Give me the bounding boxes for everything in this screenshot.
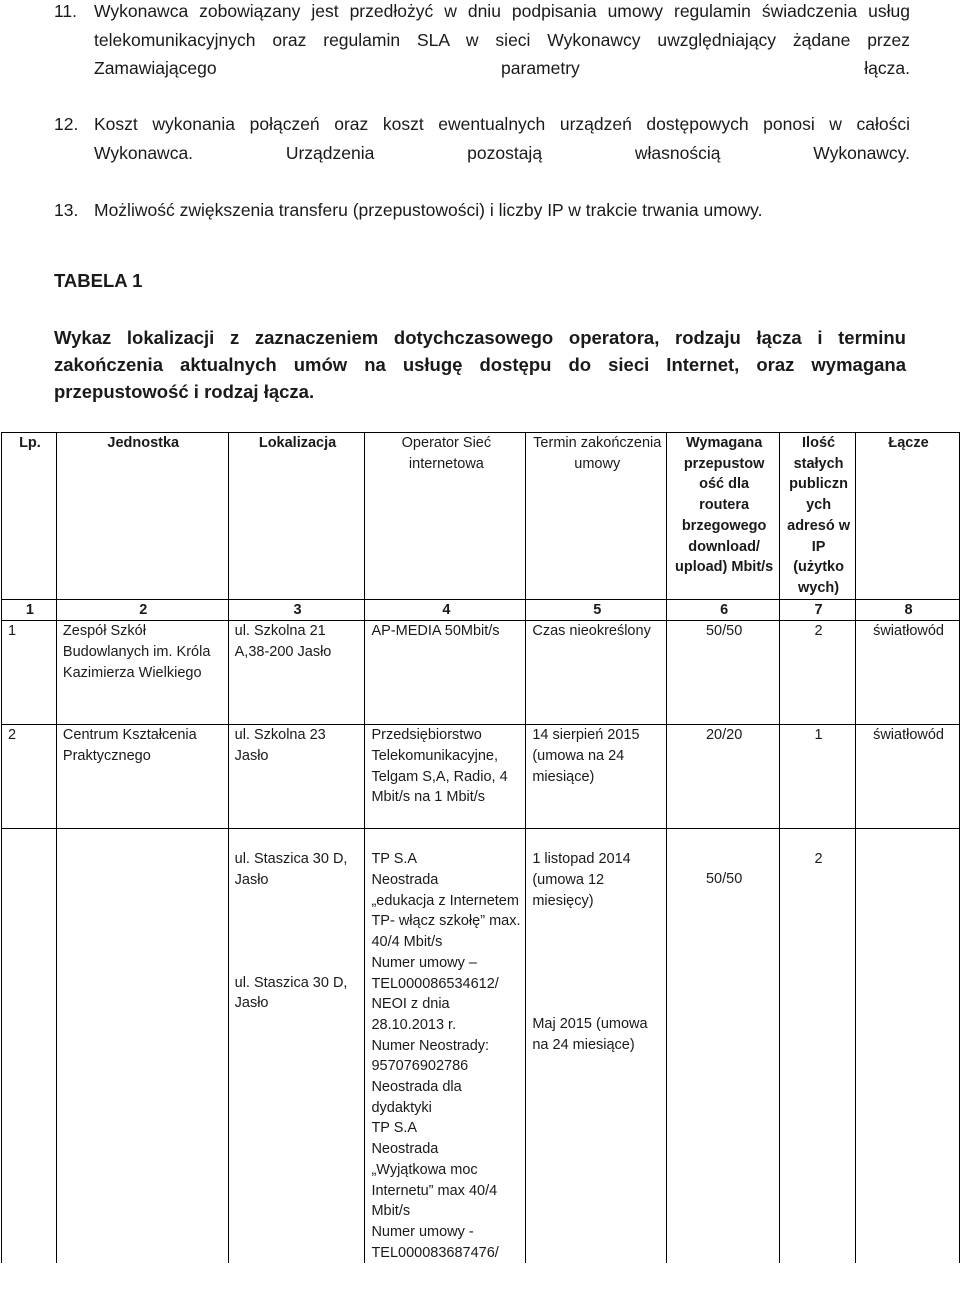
locations-table xyxy=(1,432,960,1263)
cell-przepustowosc: 50/50 xyxy=(667,829,780,1264)
list-item xyxy=(0,196,960,225)
column-number: 2 xyxy=(56,599,228,621)
cell-termin: Czas nieokreślony xyxy=(526,621,667,725)
header-row xyxy=(2,433,960,600)
table-row xyxy=(2,621,960,725)
item-text: Wykonawca zobowiązany jest przedłożyć w dniu podpisania umowy regulamin świadczenia usług telekomunikacyjnych oraz regulamin SLA w sieci Wykonawcy uwzględniający żądane przez Zamawiającego parametry łącza. xyxy=(94,1,910,78)
cell-lokalizacja: ul. Szkolna 23 Jasło xyxy=(228,725,365,829)
cell-lp xyxy=(2,829,57,1264)
term-entry: Maj 2015 (umowa na 24 miesiące) xyxy=(532,1016,648,1054)
cell-termin xyxy=(526,829,667,1264)
cell-adresy-ip: 2 xyxy=(780,829,856,1264)
cell-lacze xyxy=(856,829,960,1264)
col-header-lp: Lp. xyxy=(2,433,57,600)
column-number: 4 xyxy=(365,599,526,621)
cell-operator: Przedsiębiorstwo Telekomunikacyjne, Telgam S,A, Radio, 4 Mbit/s na 1 Mbit/s xyxy=(365,725,526,829)
col-header-lokalizacja: Lokalizacja xyxy=(228,433,365,600)
cell-termin: 14 sierpień 2015 (umowa na 24 miesiące) xyxy=(526,725,667,829)
col-header-termin: Termin zakończenia umowy xyxy=(526,433,667,600)
col-header-operator: Operator Sieć internetowa xyxy=(365,433,526,600)
cell-operator: TP S.A Neostrada „edukacja z Internetem TP- włącz szkołę” max. 40/4 Mbit/s Numer umowy – TEL000086534612/ NEOI z dnia 28.10.2013 r. Numer Neostrady: 957076902786 Neostrada dla dydaktyki TP S.A Neostrada „Wyjątkowa moc Internetu” max 40/4 Mbit/s Numer umowy - TEL000083687476/ xyxy=(365,829,526,1264)
cell-przepustowosc: 50/50 xyxy=(667,621,780,725)
item-number: 11. xyxy=(54,1,78,21)
cell-lokalizacja: ul. Szkolna 21 A,38-200 Jasło xyxy=(228,621,365,725)
location-entry: ul. Staszica 30 D, Jasło xyxy=(234,974,348,1012)
column-number: 6 xyxy=(667,599,780,621)
item-number: 13. xyxy=(54,199,79,220)
column-number: 5 xyxy=(526,599,667,621)
column-number: 8 xyxy=(856,599,960,621)
column-number: 1 xyxy=(2,599,57,621)
col-header-jednostka: Jednostka xyxy=(56,433,228,600)
table-row xyxy=(2,725,960,829)
cell-jednostka: Centrum Kształcenia Praktycznego xyxy=(56,725,228,829)
table-caption: TABELA 1 xyxy=(54,270,143,291)
cell-lp: 1 xyxy=(2,621,57,725)
list-item xyxy=(0,0,960,111)
cell-lp: 2 xyxy=(2,725,57,829)
cell-jednostka: Zespół Szkół Budowlanych im. Króla Kazimierza Wielkiego xyxy=(56,621,228,725)
cell-lokalizacja xyxy=(228,829,365,1264)
cell-jednostka xyxy=(56,829,228,1264)
location-entry: ul. Staszica 30 D, Jasło xyxy=(234,851,348,889)
cell-lacze: światłowód xyxy=(856,725,960,829)
column-number: 7 xyxy=(780,599,856,621)
item-number: 12. xyxy=(54,114,79,134)
column-number: 3 xyxy=(228,599,365,621)
numbered-list xyxy=(0,0,960,224)
cell-przepustowosc: 20/20 xyxy=(667,725,780,829)
col-header-przepustowosc: Wymagana przepustow ość dla routera brzegowego download/ upload) Mbit/s xyxy=(667,433,780,600)
cell-operator: AP-MEDIA 50Mbit/s xyxy=(365,621,526,725)
item-text: Koszt wykonania połączeń oraz koszt ewentualnych urządzeń dostępowych ponosi w całości Wykonawca. Urządzenia pozostają własnością Wykonawcy. xyxy=(94,114,910,163)
table-row xyxy=(2,829,960,1264)
cell-lacze: światłowód xyxy=(856,621,960,725)
column-number-row xyxy=(2,599,960,621)
col-header-lacze: Łącze xyxy=(856,433,960,600)
cell-adresy-ip: 1 xyxy=(780,725,856,829)
item-text: Możliwość zwiększenia transferu (przepustowości) i liczby IP w trakcie trwania umowy. xyxy=(94,199,763,220)
cell-adresy-ip: 2 xyxy=(780,621,856,725)
list-item xyxy=(0,110,960,196)
table-description: Wykaz lokalizacji z zaznaczeniem dotychczasowego operatora, rodzaju łącza i terminu zakończenia aktualnych umów na usługę dostępu do sieci Internet, oraz wymagana przepustowość i rodzaj łącza. xyxy=(54,327,906,402)
term-entry: 1 listopad 2014 (umowa 12 miesięcy) xyxy=(532,851,631,909)
col-header-adresy-ip: Ilość stałych publiczn ych adresó w IP (użytko wych) xyxy=(780,433,856,600)
